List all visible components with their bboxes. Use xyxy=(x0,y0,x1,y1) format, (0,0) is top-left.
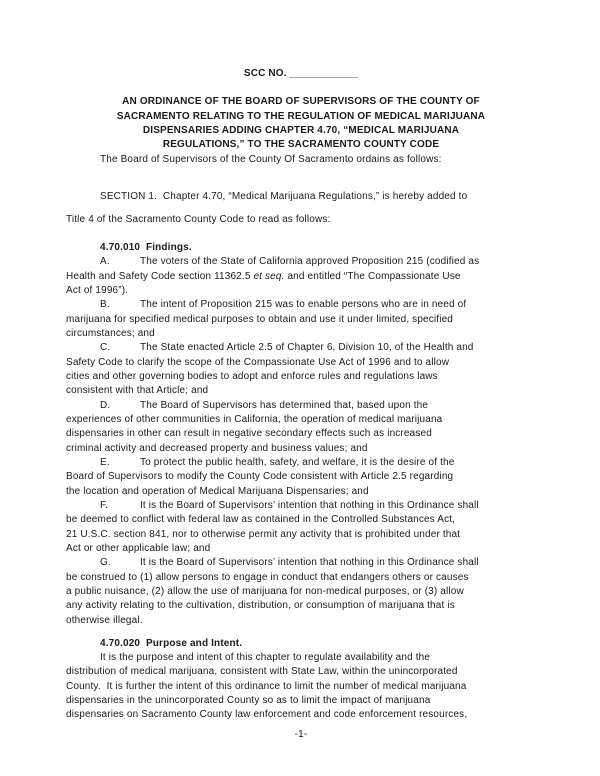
body-text: cities and other governing bodies to adopt and enforce rules and regulations laws xyxy=(66,370,438,382)
text-line xyxy=(66,694,536,708)
finding-d xyxy=(66,399,536,456)
ordains-clause xyxy=(66,153,536,167)
title-line: REGULATIONS,” TO THE SACRAMENTO COUNTY CODE xyxy=(162,139,440,151)
text-line xyxy=(66,585,536,599)
body-text: consistent with that Article; and xyxy=(66,385,209,397)
body-text: Act or other applicable law; and xyxy=(66,542,211,554)
italic-text: et seq. xyxy=(253,270,285,282)
purpose-heading xyxy=(66,637,536,651)
body-text: Safety Code to clarify the scope of the Compassionate Use Act of 1996 and to allow xyxy=(66,356,450,368)
text-line xyxy=(66,665,536,679)
body-text: criminal activity and decreased property and business values; and xyxy=(66,442,368,454)
text-line xyxy=(66,370,536,384)
text-line xyxy=(66,614,536,628)
body-text: dispensaries in other can result in negative secondary effects such as increased xyxy=(66,428,432,440)
document-body xyxy=(66,153,536,723)
list-letter: F. xyxy=(100,499,109,511)
body-text: be deemed to conflict with federal law as contained in the Controlled Substances Act, xyxy=(66,514,456,526)
text-line xyxy=(66,651,536,665)
section-1 xyxy=(66,185,536,231)
text-line xyxy=(66,708,536,722)
text-line xyxy=(66,208,536,231)
scc-number-line: SCC NO. ____________ xyxy=(243,68,359,79)
text-line xyxy=(66,499,536,513)
text-line xyxy=(66,513,536,527)
body-text: the location and operation of Medical Marijuana Dispensaries; and xyxy=(66,485,369,497)
body-text: dispensaries in the unincorporated County so as to limit the impact of marijuana xyxy=(66,695,431,707)
text-line xyxy=(66,571,536,585)
finding-c xyxy=(66,341,536,398)
text-line xyxy=(66,284,536,298)
text-line xyxy=(66,327,536,341)
text-line xyxy=(66,356,536,370)
list-letter: D. xyxy=(100,399,111,411)
finding-e xyxy=(66,456,536,499)
body-text: a public nuisance, (2) allow the use of marijuana for non-medical purposes, or (3) allow xyxy=(66,585,464,597)
list-letter: G. xyxy=(100,557,111,569)
title-line: AN ORDINANCE OF THE BOARD OF SUPERVISORS OF THE COUNTY OF xyxy=(122,96,480,108)
body-text: The Board of Supervisors of the County Of Sacramento ordains as follows: xyxy=(100,153,442,165)
body-text: County. It is further the intent of this ordinance to limit the number of medical marijuana xyxy=(66,680,467,692)
body-text: It is the Board of Supervisors’ intention that nothing in this Ordinance shall xyxy=(140,499,479,511)
body-text: The Board of Supervisors has determined that, based upon the xyxy=(140,399,429,411)
body-text: Title 4 of the Sacramento County Code to read as follows: xyxy=(66,213,331,225)
finding-g xyxy=(66,556,536,628)
page-number: -1- xyxy=(294,728,308,740)
finding-a xyxy=(66,255,536,298)
ordinance-title xyxy=(66,95,536,152)
body-text: 21 U.S.C. section 841, nor to otherwise permit any activity that is prohibited under that xyxy=(66,528,461,540)
text-line xyxy=(66,427,536,441)
text-line xyxy=(66,153,536,167)
body-text: and entitled “The Compassionate Use xyxy=(284,270,461,282)
body-text: Act of 1996”). xyxy=(66,284,129,296)
finding-f xyxy=(66,499,536,556)
text-line xyxy=(66,185,536,208)
list-letter: E. xyxy=(100,456,110,468)
body-text: It is the Board of Supervisors’ intention that nothing in this Ordinance shall xyxy=(140,557,479,569)
body-text: be construed to (1) allow persons to engage in conduct that endangers others or causes xyxy=(66,571,469,583)
text-line xyxy=(66,313,536,327)
findings-heading xyxy=(66,241,536,255)
body-text: marijuana for specified medical purposes to obtain and use it under limited, specified xyxy=(66,313,453,325)
body-text: Board of Supervisors to modify the County Code consistent with Article 2.5 regarding xyxy=(66,471,454,483)
text-line xyxy=(66,384,536,398)
body-text: Health and Safety Code section 11362.5 xyxy=(66,270,254,282)
purpose-paragraph xyxy=(66,651,536,723)
body-text: 4.70.020 Purpose and Intent. xyxy=(100,637,243,649)
text-line xyxy=(66,556,536,570)
finding-b xyxy=(66,298,536,341)
text-line xyxy=(66,470,536,484)
text-line xyxy=(66,599,536,613)
list-letter: B. xyxy=(100,299,110,311)
text-line xyxy=(66,413,536,427)
text-line xyxy=(66,485,536,499)
body-text: 4.70.010 Findings. xyxy=(100,241,192,253)
text-line xyxy=(66,298,536,312)
text-line xyxy=(66,442,536,456)
body-text: experiences of other communities in California, the operation of medical marijuana xyxy=(66,413,443,425)
body-text: distribution of medical marijuana, consistent with State Law, within the unincorporated xyxy=(66,666,458,678)
text-line xyxy=(66,241,536,255)
text-line xyxy=(66,542,536,556)
text-line xyxy=(66,456,536,470)
body-text: The State enacted Article 2.5 of Chapter 6, Division 10, of the Health and xyxy=(140,342,474,354)
body-text: circumstances; and xyxy=(66,327,155,339)
text-line xyxy=(66,528,536,542)
body-text: SECTION 1. Chapter 4.70, “Medical Marijuana Regulations,” is hereby added to xyxy=(100,190,468,202)
body-text: It is the purpose and intent of this chapter to regulate availability and the xyxy=(100,652,431,664)
body-text: dispensaries on Sacramento County law enforcement and code enforcement resources, xyxy=(66,709,468,721)
body-text: The intent of Proposition 215 was to enable persons who are in need of xyxy=(140,299,467,311)
text-line xyxy=(66,680,536,694)
body-text: otherwise illegal. xyxy=(66,614,143,626)
text-line xyxy=(66,270,536,284)
text-line xyxy=(66,399,536,413)
body-text: any activity relating to the cultivation, distribution, or consumption of marijuana that is xyxy=(66,600,455,612)
title-line: SACRAMENTO RELATING TO THE REGULATION OF MEDICAL MARIJUANA xyxy=(116,110,486,122)
text-line xyxy=(66,637,536,651)
list-letter: C. xyxy=(100,342,111,354)
text-line xyxy=(66,255,536,269)
list-letter: A. xyxy=(100,256,110,268)
body-text: The voters of the State of California approved Proposition 215 (codified as xyxy=(140,256,480,268)
body-text: To protect the public health, safety, and welfare, it is the desire of the xyxy=(140,456,455,468)
title-line: DISPENSARIES ADDING CHAPTER 4.70, “MEDICAL MARIJUANA xyxy=(142,124,460,136)
text-line xyxy=(66,341,536,355)
